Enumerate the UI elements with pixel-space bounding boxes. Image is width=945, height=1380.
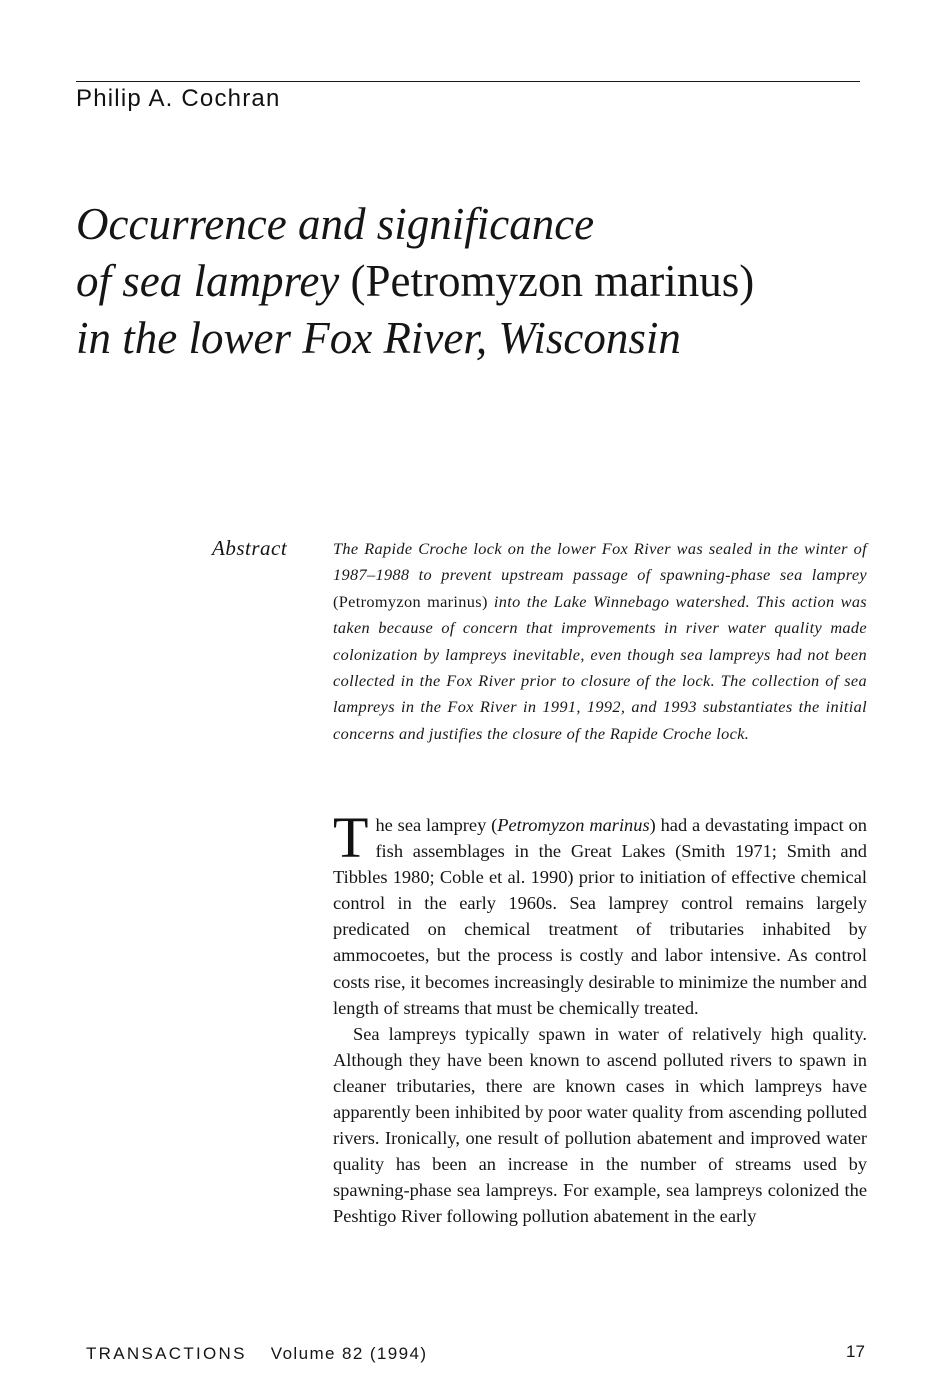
body-paragraph-2: Sea lampreys typically spawn in water of relatively high quality. Although they have been known to ascend polluted rivers to spawn in cleaner tributaries, there are known cases in which lampreys have apparently been inhibited by poor water quality from ascending polluted rivers. Ironically, one result of pollution abatement and improved water quality has been an increase in the number of streams used by spawning-phase sea lampreys. For example, sea lampreys colonized the Peshtigo River following pollution abatement in the early [333,1023,867,1227]
abstract-text-part-1: The Rapide Croche lock on the lower Fox River was sealed in the winter of 1987–1988 to prevent upstream passage of spawning-phase sea lamprey [333,539,867,585]
abstract-species-name: (Petromyzon marinus) [333,591,488,611]
title-line-1: Occurrence and significance [76,199,595,249]
journal-name: TRANSACTIONS [86,1344,247,1363]
author-name: Philip A. Cochran [76,85,281,112]
body-p1-rest: ) had a devastating impact on fish assemblages in the Great Lakes (Smith 1971; Smith and Tibbles 1980; Coble et al. 1990) prior to initiation of effective chemical control in the early 1960s. Sea lamprey control remains largely predicated on chemical treatment of tributaries inhabited by ammocoetes, but the process is costly and labor intensive. As control costs rise, it becomes increasingly desirable to minimize the number and length of streams that must be chemically treated. [333,815,867,1018]
title-species-name: (Petromyzon marinus) [350,256,755,306]
header-rule [76,81,860,82]
abstract-label: Abstract [212,536,288,560]
drop-cap: T [333,805,369,870]
body-text [333,805,867,1230]
abstract-text-part-2: into the Lake Winnebago watershed. This action was taken because of concern that improvements in river water quality made colonization by lampreys inevitable, even though sea lampreys had not been collected in the Fox River prior to closure of the lock. The collection of sea lampreys in the Fox River in 1991, 1992, and 1993 substantiates the initial concerns and justifies the closure of the Rapide Croche lock. [333,591,867,743]
volume-info: Volume 82 (1994) [270,1344,428,1363]
title-line-2-prefix: of sea lamprey [76,256,351,306]
abstract-text [333,536,867,747]
article-title [76,196,876,367]
body-p1-lead: he sea lamprey ( [375,815,498,835]
footer-citation [86,1344,427,1364]
title-line-3: in the lower Fox River, Wisconsin [76,313,681,363]
body-p1-species: Petromyzon marinus [497,815,650,835]
page-number: 17 [846,1342,865,1361]
body-paragraph-1 [333,805,867,1021]
